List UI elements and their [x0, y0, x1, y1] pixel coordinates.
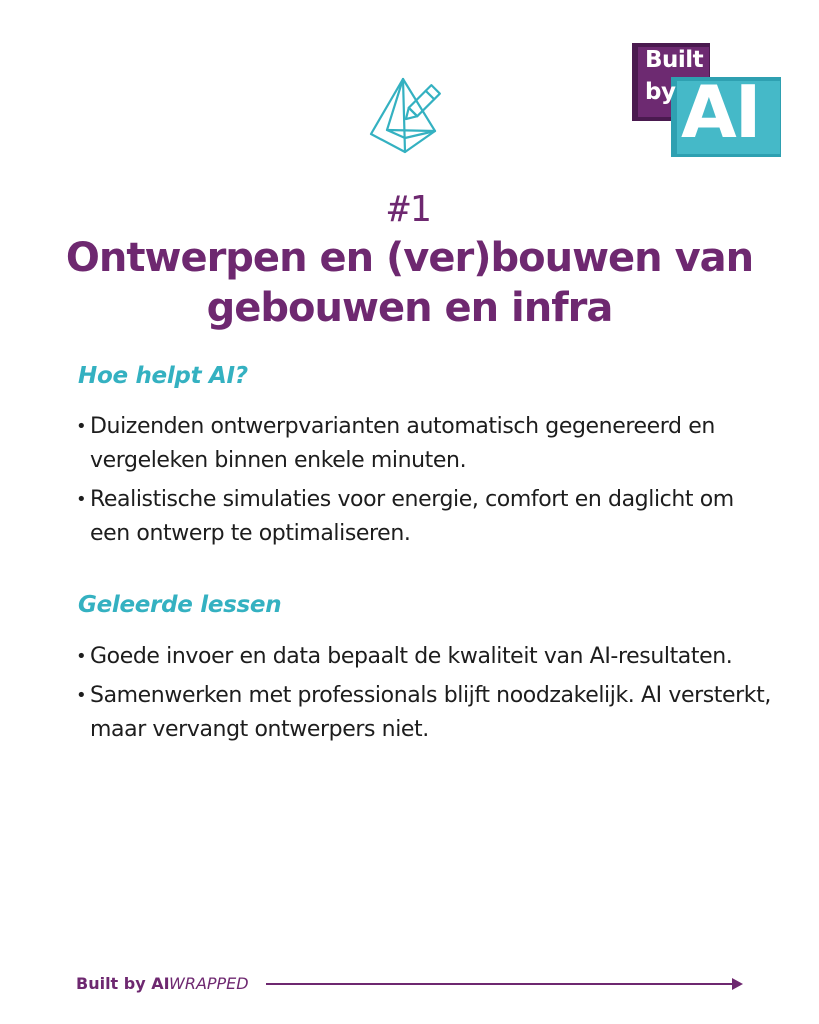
footer — [76, 972, 746, 996]
list-item: • Realistische simulaties voor energie, comfort en daglicht om een ontwerp te optimaliseren. — [76, 483, 776, 551]
list-item: • Samenwerken met professionals blijft noodzakelijk. AI versterkt, maar vervangt ontwerpers niet. — [76, 679, 776, 747]
built-by-ai-logo — [632, 43, 782, 158]
item-number: #1 — [387, 189, 432, 230]
logo-by: by — [645, 79, 676, 105]
logo-ai: AI — [681, 70, 760, 154]
section-heading-lessons: Geleerde lessen — [78, 592, 282, 618]
footer-brand: Built by AI — [76, 974, 170, 993]
section-heading-how-ai-helps: Hoe helpt AI? — [78, 363, 248, 389]
arrow-right-icon — [266, 976, 744, 992]
footer-tag: WRAPPED — [169, 974, 249, 993]
pyramid-pencil-icon — [365, 76, 455, 158]
lessons-list — [76, 640, 776, 747]
list-item: • Duizenden ontwerpvarianten automatisch gegenereerd en vergeleken binnen enkele minuten. — [76, 410, 776, 478]
how-ai-helps-list — [76, 410, 776, 551]
page-title: Ontwerpen en (ver)bouwen van gebouwen en infra — [65, 235, 754, 331]
list-item: • Goede invoer en data bepaalt de kwaliteit van AI-resultaten. — [76, 640, 776, 674]
logo-built: Built — [645, 47, 704, 73]
